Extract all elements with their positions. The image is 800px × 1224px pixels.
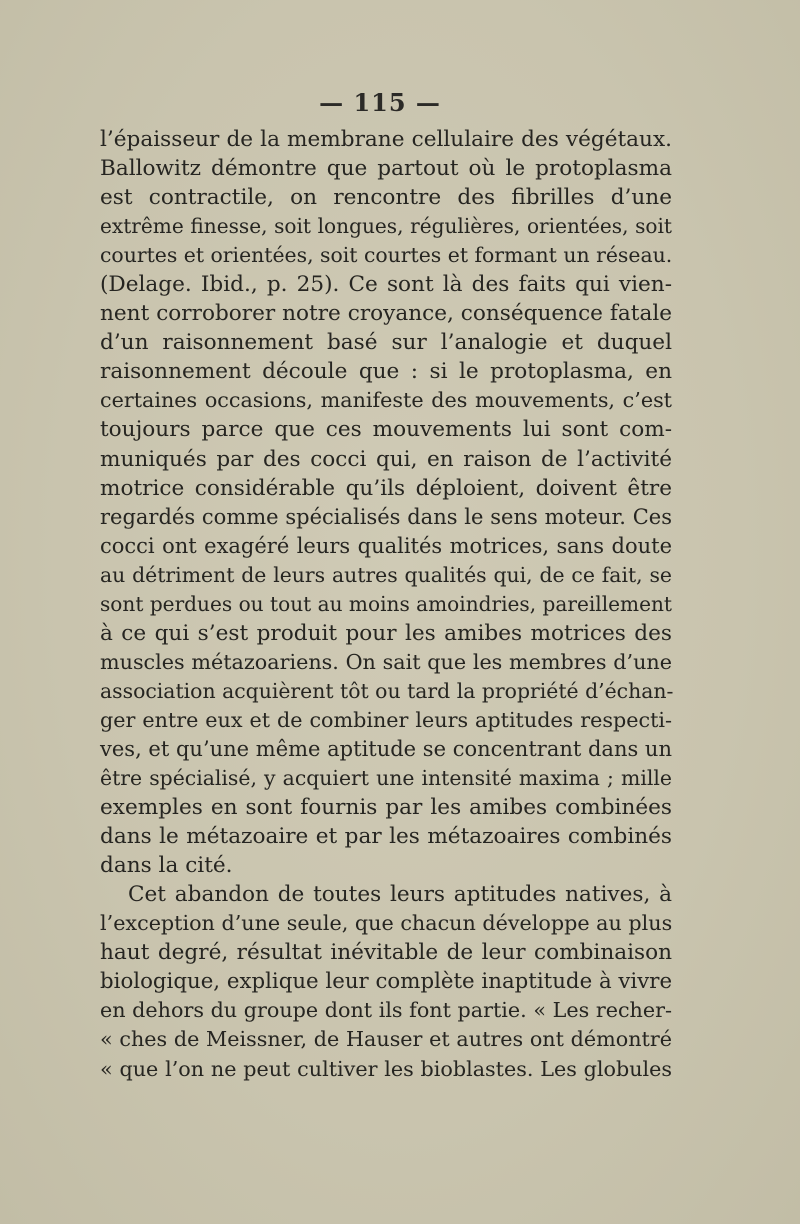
- text-line: à ce qui s’est produit pour les amibes motrices des: [100, 620, 672, 646]
- text-line: est contractile, on rencontre des fibrilles d’une: [100, 185, 672, 211]
- text-line: ger entre eux et de combiner leurs aptitudes respecti-: [100, 707, 672, 732]
- text-line: regardés comme spécialisés dans le sens moteur. Ces: [100, 504, 672, 529]
- text-line: Ballowitz démontre que partout où le protoplasma: [100, 156, 672, 182]
- text-line: l’épaisseur de la membrane cellulaire des végétaux.: [100, 127, 672, 152]
- text-line: haut degré, résultat inévitable de leur combinaison: [100, 940, 672, 966]
- text-line: dans la cité.: [100, 853, 233, 879]
- text-line: courtes et orientées, soit courtes et formant un réseau.: [100, 243, 673, 268]
- text-line: association acquièrent tôt ou tard la propriété d’échan-: [100, 678, 674, 703]
- text-line: dans le métazoaire et par les métazoaires combinés: [100, 824, 672, 850]
- text-line: certaines occasions, manifeste des mouvements, c’est: [100, 388, 672, 413]
- text-line: extrême finesse, soit longues, régulières, orientées, soit: [100, 214, 672, 239]
- text-line: sont perdues ou tout au moins amoindries, pareillement: [100, 591, 672, 616]
- text-line: exemples en sont fournis par les amibes combinées: [100, 795, 672, 821]
- text-line: être spécialisé, y acquiert une intensité maxima ; mille: [100, 766, 672, 791]
- text-line: muscles métazoariens. On sait que les membres d’une: [100, 649, 672, 674]
- text-line: d’un raisonnement basé sur l’analogie et duquel: [100, 330, 672, 356]
- text-line: nent corroborer notre croyance, conséquence fatale: [100, 301, 672, 327]
- text-line: au détriment de leurs autres qualités qui, de ce fait, se: [100, 562, 672, 587]
- text-line: (Delage. Ibid., p. 25). Ce sont là des faits qui vien-: [100, 272, 672, 298]
- body-text: [100, 125, 672, 1084]
- text-line: en dehors du groupe dont ils font partie. « Les recher-: [100, 998, 672, 1023]
- text-line: « ches de Meissner, de Hauser et autres ont démontré: [100, 1027, 672, 1052]
- text-line: l’exception d’une seule, que chacun développe au plus: [100, 911, 673, 936]
- text-line: Cet abandon de toutes leurs aptitudes natives, à: [128, 882, 672, 908]
- text-line: toujours parce que ces mouvements lui sont com-: [100, 417, 672, 443]
- text-line: « que l’on ne peut cultiver les bioblastes. Les globules: [100, 1056, 672, 1081]
- text-line: cocci ont exagéré leurs qualités motrices, sans doute: [100, 533, 672, 558]
- text-line: muniqués par des cocci qui, en raison de l’activité: [100, 446, 672, 472]
- text-line: motrice considérable qu’ils déploient, doivent être: [100, 475, 672, 501]
- text-line: ves, et qu’une même aptitude se concentrant dans un: [100, 736, 672, 761]
- text-line: biologique, explique leur complète inaptitude à vivre: [100, 969, 673, 995]
- text-line: raisonnement découle que : si le protoplasma, en: [100, 359, 672, 385]
- page-number-header: — 115 —: [319, 88, 441, 117]
